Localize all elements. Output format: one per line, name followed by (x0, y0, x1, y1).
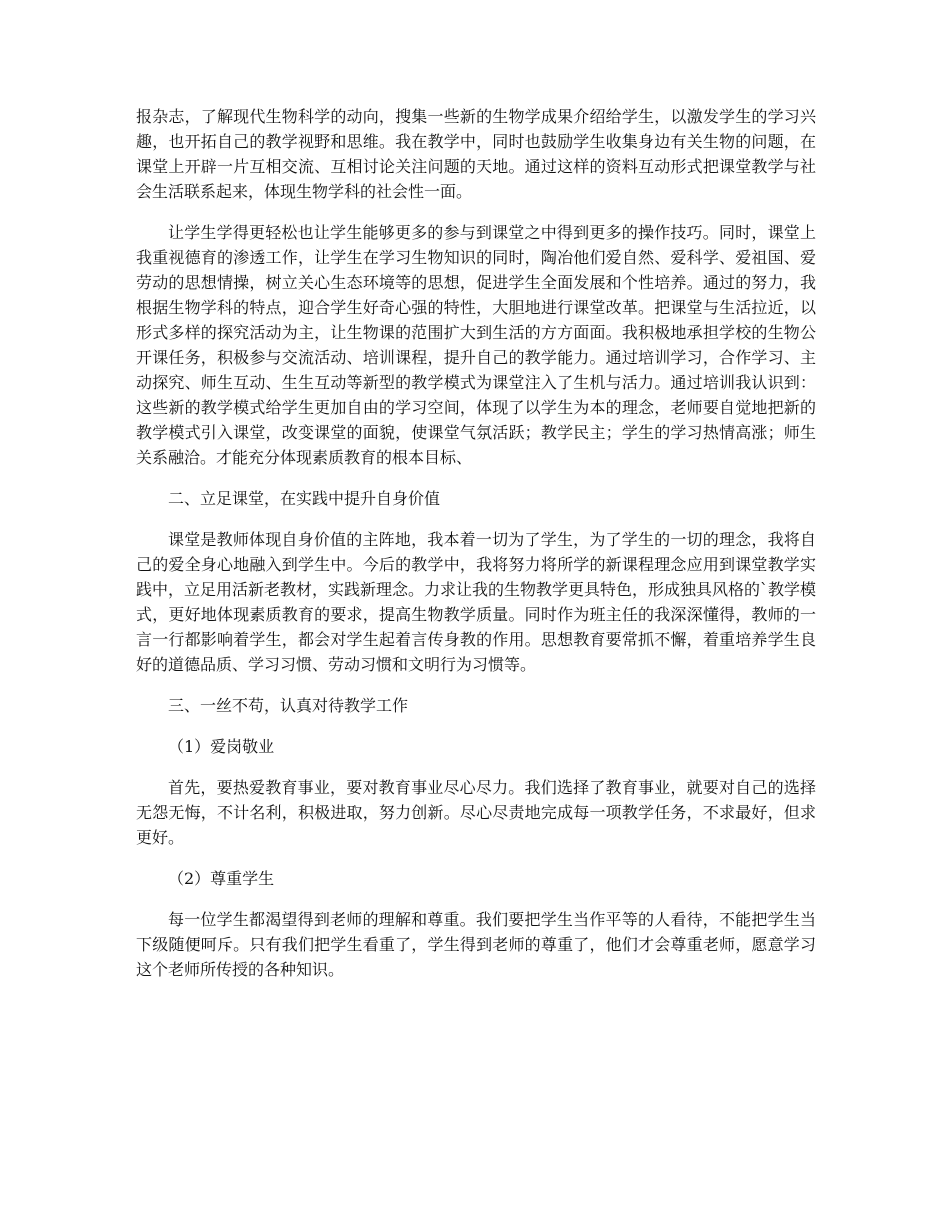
subheading-dedication: （1）爱岗敬业 (168, 737, 275, 756)
paragraph-dedication: 首先，要热爱教育事业，要对教育事业尽心尽力。我们选择了教育事业，就要对自己的选择无怨无悔，不计名利，积极进取，努力创新。尽心尽责地完成每一项教学任务，不求最好，但求更好。 (136, 778, 816, 847)
section-heading-2: 二、立足课堂，在实践中提升自身价值 (168, 489, 441, 508)
paragraph-classroom-reform: 让学生学得更轻松也让学生能够更多的参与到课堂之中得到更多的操作技巧。同时，课堂上我重视德育的渗透工作，让学生在学习生物知识的同时，陶冶他们爱自然、爱科学、爱祖国、爱劳动的思想情操，树立关心生态环境等的思想，促进学生全面发展和个性培养。通过的努力，我根据生物学科的特点，迎合学生好奇心强的特性，大胆地进行课堂改革。把课堂与生活拉近，以形式多样的探究活动为主，让生物课的范围扩大到生活的方方面面。我积极地承担学校的生物公开课任务，积极参与交流活动、培训课程，提升自己的教学能力。通过培训学习，合作学习、主动探究、师生互动、生生互动等新型的教学模式为课堂注入了生机与活力。通过培训我认识到：这些新的教学模式给学生更加自由的学习空间，体现了以学生为本的理念，老师要自觉地把新的教学模式引入课堂，改变课堂的面貌，使课堂气氛活跃；教学民主；学生的学习热情高涨；师生关系融洽。才能充分体现素质教育的根本目标、 (136, 223, 816, 467)
section-heading-3: 三、一丝不苟，认真对待教学工作 (168, 696, 409, 715)
subheading-respect-students: （2）尊重学生 (168, 869, 275, 888)
document-page (136, 104, 816, 998)
paragraph-classroom-value: 课堂是教师体现自身价值的主阵地，我本着一切为了学生，为了学生的一切的理念，我将自己的爱全身心地融入到学生中。今后的教学中，我将努力将所学的新课程理念应用到课堂教学实践中，立足用活新老教材，实践新理念。力求让我的生物教学更具特色，形成独具风格的`教学模式，更好地体现素质教育的要求，提高生物教学质量。同时作为班主任的我深深懂得，教师的一言一行都影响着学生，都会对学生起着言传身教的作用。思想教育要常抓不懈，着重培养学生良好的道德品质、学习习惯、劳动习惯和文明行为习惯等。 (136, 530, 817, 674)
paragraph-continuation: 报杂志，了解现代生物科学的动向，搜集一些新的生物学成果介绍给学生，以激发学生的学习兴趣，也开拓自己的教学视野和思维。我在教学中，同时也鼓励学生收集身边有关生物的问题，在课堂上开辟一片互相交流、互相讨论关注问题的天地。通过这样的资料互动形式把课堂教学与社会生活联系起来，体现生物学科的社会性一面。 (136, 107, 816, 201)
paragraph-respect-students: 每一位学生都渴望得到老师的理解和尊重。我们要把学生当作平等的人看待，不能把学生当下级随便呵斥。只有我们把学生看重了，学生得到老师的尊重了，他们才会尊重老师，愿意学习这个老师所传授的各种知识。 (136, 910, 816, 979)
